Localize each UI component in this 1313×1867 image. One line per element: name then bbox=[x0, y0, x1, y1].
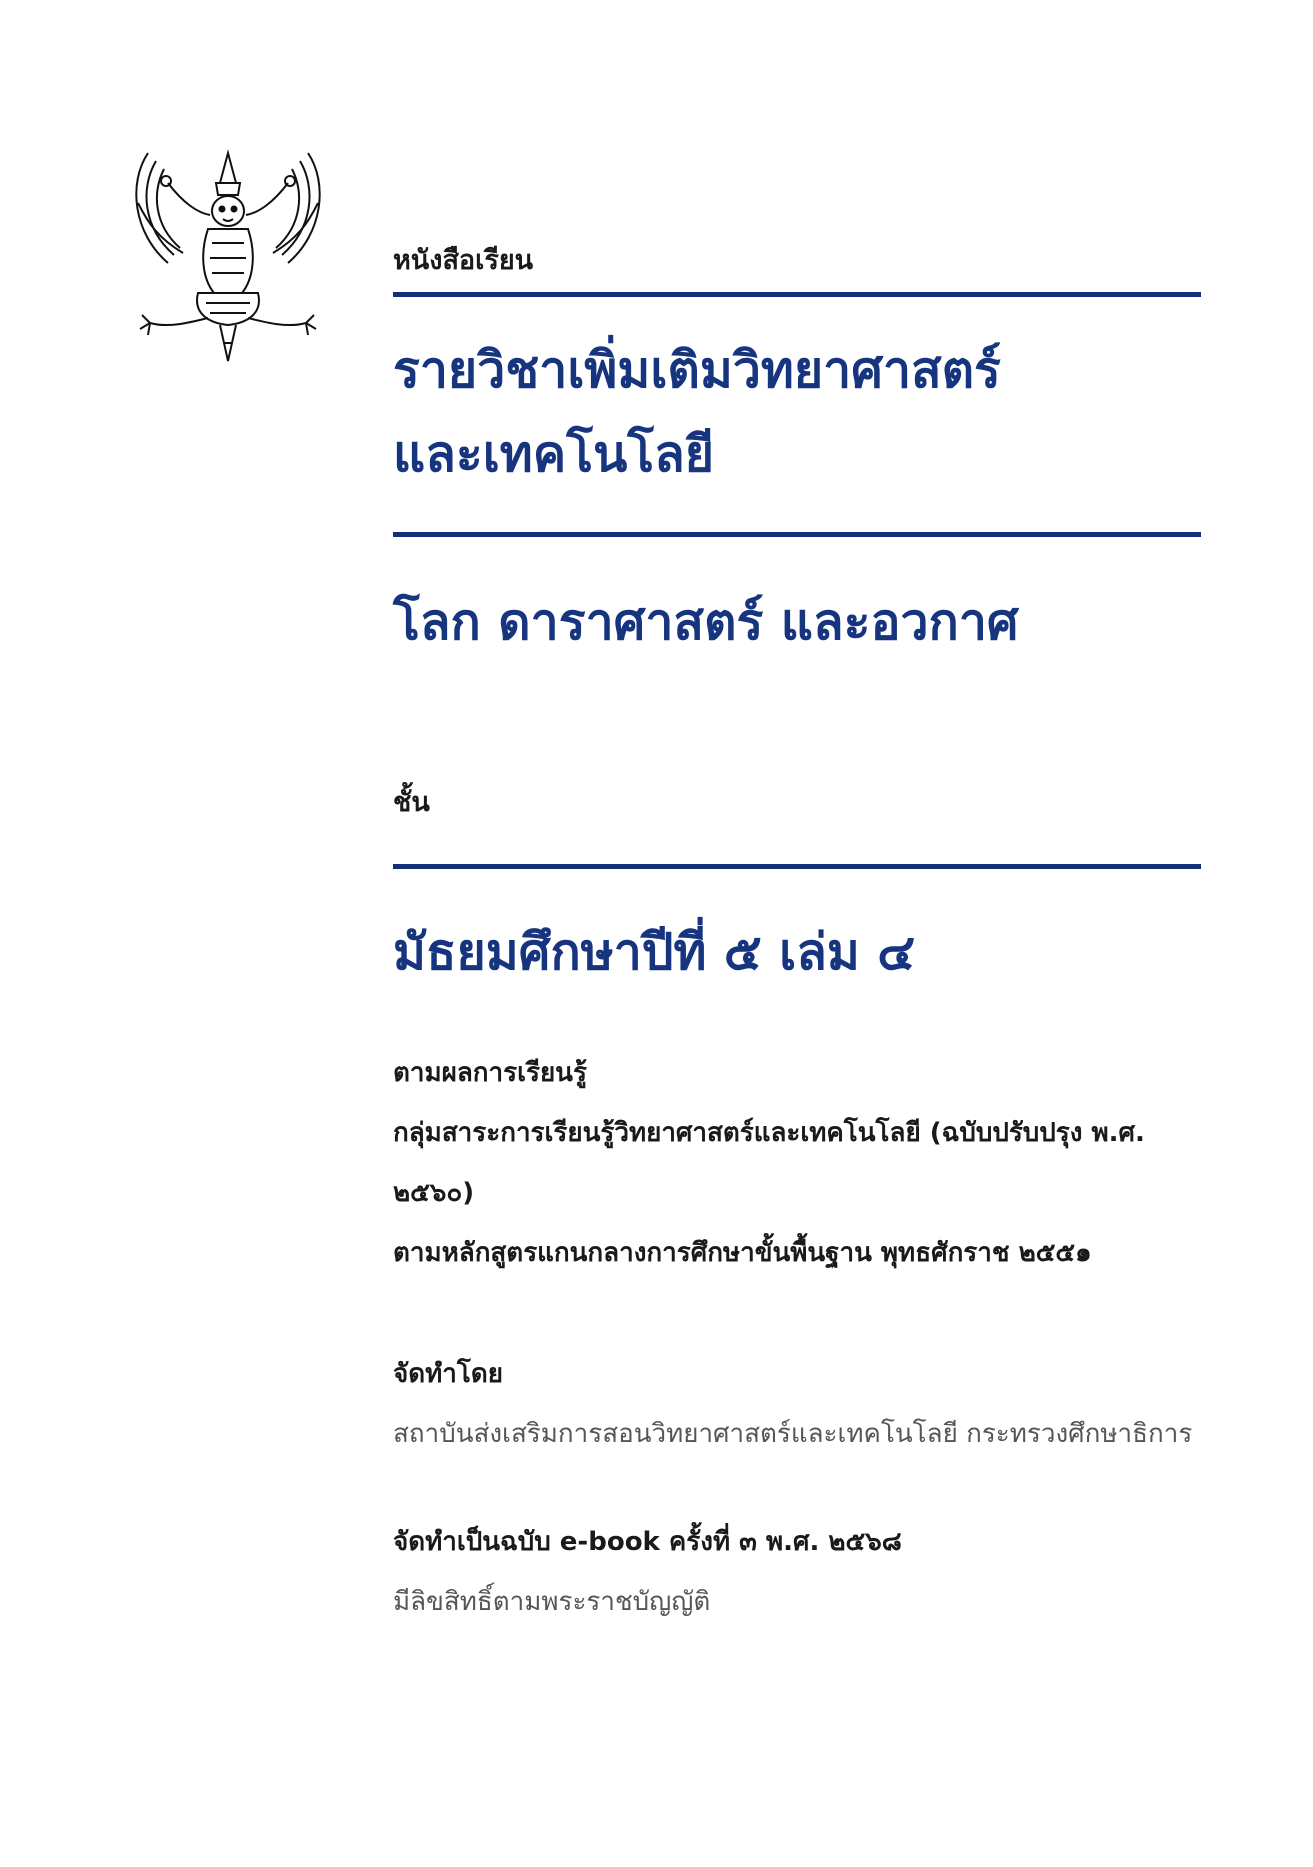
title-line-2: และเทคโนโลยี bbox=[393, 425, 715, 483]
curriculum-line-1: ตามผลการเรียนรู้ bbox=[393, 1058, 587, 1088]
subject-title: โลก ดาราศาสตร์ และอวกาศ bbox=[393, 593, 1019, 651]
curriculum-line-3: ๒๕๖๐) bbox=[393, 1178, 475, 1208]
curriculum-line-2: กลุ่มสาระการเรียนรู้วิทยาศาสตร์และเทคโนโลยี (ฉบับปรับปรุง พ.ศ. bbox=[393, 1118, 1145, 1148]
edition-label: จัดทำเป็นฉบับ e-book ครั้งที่ ๓ พ.ศ. ๒๕๖๘ bbox=[393, 1527, 902, 1557]
level-label: ชั้น bbox=[393, 787, 430, 818]
divider-rule-2 bbox=[393, 532, 1201, 537]
level-value: มัธยมศึกษาปีที่ ๕ เล่ม ๔ bbox=[393, 923, 916, 981]
title-line-1: รายวิชาเพิ่มเติมวิทยาศาสตร์ bbox=[393, 341, 1001, 399]
copyright-notice: มีลิขสิทธิ์ตามพระราชบัญญัติ bbox=[393, 1587, 711, 1617]
divider-rule-3 bbox=[393, 864, 1201, 869]
producer-name: สถาบันส่งเสริมการสอนวิทยาศาสตร์และเทคโนโลยี กระทรวงศึกษาธิการ bbox=[393, 1419, 1193, 1449]
divider-rule-1 bbox=[393, 292, 1201, 297]
curriculum-line-4: ตามหลักสูตรแกนกลางการศึกษาขั้นพื้นฐาน พุทธศักราช ๒๕๕๑ bbox=[393, 1238, 1092, 1268]
document-type-label: หนังสือเรียน bbox=[393, 245, 534, 276]
garuda-emblem-icon bbox=[128, 143, 328, 373]
producer-label: จัดทำโดย bbox=[393, 1359, 503, 1389]
